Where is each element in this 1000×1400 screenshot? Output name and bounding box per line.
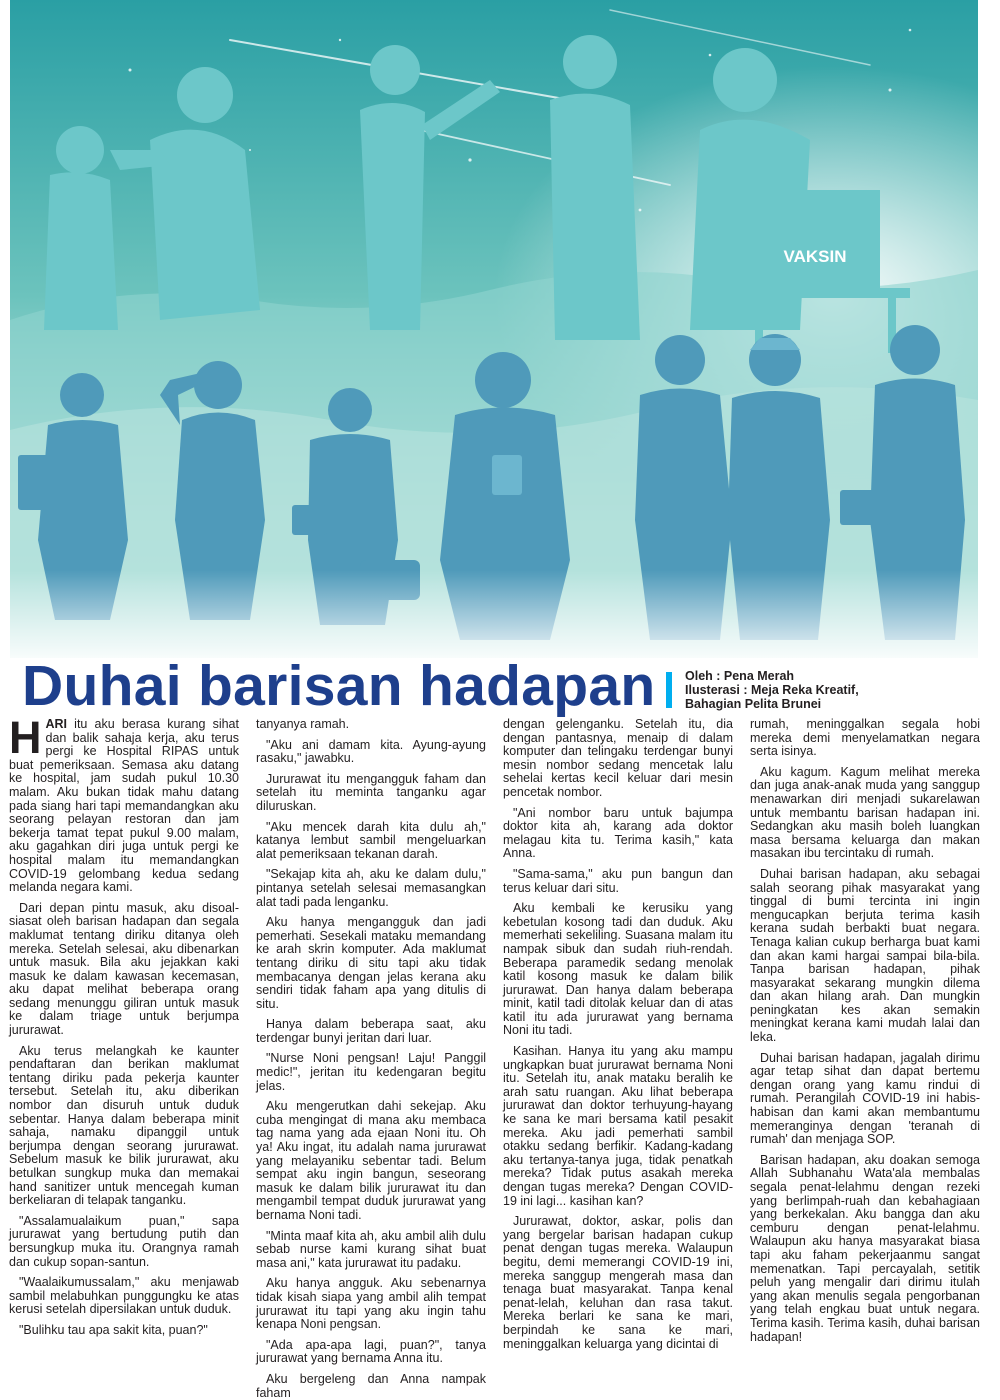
article-paragraph: rumah, meninggalkan segala hobi mereka demi menyelamatkan negara serta isinya.: [750, 717, 980, 759]
article-column-3: [503, 717, 733, 1351]
article-paragraph: dengan gelenganku. Setelah itu, dia dengan pantasnya, menaip di dalam komputer dan telingaku terdengar bunyi mesin nombor sedang mencetak lalu sehelai kertas kecil keluar dari mesin pencetak nombor.: [503, 717, 733, 799]
article-paragraph: "Sekajap kita ah, aku ke dalam dulu," pintanya setelah selesai memasangkan alat tadi pada lenganku.: [256, 867, 486, 909]
article-column-2: [256, 717, 486, 1400]
article-paragraph: Aku mengerutkan dahi sekejap. Aku cuba mengingat di mana aku membaca tag nama yang ada ejaan Noni itu. Oh ya! Aku ingat, itu adalah nama jururawat yang melayaniku sebentar tadi. Belum sempat aku ingin bangun, seseorang masuk ke dalam bilik jururawat itu dan mengambil tempat duduk jururawat yang bernama Noni tadi.: [256, 1099, 486, 1222]
article-paragraph: "Aku ani damam kita. Ayung-ayung rasaku," jawabku.: [256, 737, 486, 766]
lead-word: ARI: [45, 717, 68, 731]
article-paragraph: "Waalaikumussalam," aku menjawab sambil melabuhkan punggungku ke atas kerusi setelah dipersilakan untuk duduk.: [9, 1275, 239, 1317]
article-paragraph: "Sama-sama," aku pun bangun dan terus keluar dari situ.: [503, 866, 733, 895]
article-paragraph: Hanya dalam beberapa saat, aku terdengar bunyi jeritan dari luar.: [256, 1017, 486, 1045]
article-paragraph: Aku bergeleng dan Anna nampak faham: [256, 1371, 486, 1400]
article-body: [9, 712, 980, 1400]
article-paragraph: Kasihan. Hanya itu yang aku mampu ungkapkan buat jururawat bernama Noni itu. Setelah itu, anak mataku beralih ke arah satu ruangan. Aku lihat beberapa jururawat dan doktor terhuyung-hayang ke sana ke mari bersama katil pesakit mereka. Aku jadi pemerhati sambil otakku sedang berfikir. Kadang-kadang aku tertanya-tanya juga, tidak penatkah mereka? Tidak putus asakah mereka dengan tugas mereka? Dengan COVID-19 ini lagi... kasihan kan?: [503, 1044, 733, 1208]
article-paragraph: Aku hanya mengangguk dan jadi pemerhati. Sesekali mataku memandang ke arah skrin komputer. Ada maklumat tentang diriku di situ tapi aku tidak membacanya dengan jelas kerana aku sendiri tidak faham apa yang ditulis di situ.: [256, 915, 486, 1011]
article-paragraph: "Ani nombor baru untuk bajumpa doktor kita ah, karang ada doktor melagau kita tu. Terima kasih," kata Anna.: [503, 805, 733, 861]
article-paragraph: "Minta maaf kita ah, aku ambil alih dulu sebab nurse kami kurang sihat buat masa ani," kata jururawat itu padaku.: [256, 1228, 486, 1270]
article-column-4: [750, 717, 980, 1344]
byline-author: Oleh : Pena Merah: [685, 669, 795, 683]
byline: [685, 669, 859, 711]
byline-department: Bahagian Pelita Brunei: [685, 697, 822, 711]
article-paragraph: "Ada apa-apa lagi, puan?", tanya jururawat yang bernama Anna itu.: [256, 1337, 486, 1366]
article-column-1: [9, 712, 239, 1337]
vaksin-label: VAKSIN: [783, 247, 847, 266]
article-paragraph: Dari depan pintu masuk, aku disoal-siasat oleh barisan hadapan dan segala maklumat tentang diriku ditanya oleh mereka. Setelah selesai, aku dibenarkan untuk masuk. Bila aku jejakkan kaki masuk ke dalam kawasan kecemasan, aku dapat melihat beberapa orang sedang menunggu giliran untuk masuk ke dalam triage untuk berjumpa jururawat.: [9, 900, 239, 1038]
article-paragraph: Aku terus melangkah ke kaunter pendaftaran dan berikan maklumat tentang diriku pada pekerja kaunter tersebut. Setelah itu, aku diberikan nombor dan disuruh untuk duduk sebentar. Hanya dalam beberapa minit sahaja, namaku dipanggil untuk berjumpa dengan seorang jururawat. Sebelum masuk ke bilik jururawat, aku betulkan sungkup muka dan memakai hand sanitizer untuk mencegah kuman berkeliaran di telapak tanganku.: [9, 1043, 239, 1208]
article-paragraph: Aku kagum. Kagum melihat mereka dan juga anak-anak muda yang sanggup menawarkan diri menjadi sukarelawan untuk membantu barisan hadapan ini. Sedangkan aku masih boleh luangkan masa bersama keluarga dan makan masakan ibu tercintaku di rumah.: [750, 764, 980, 861]
article-paragraph: tanyanya ramah.: [256, 717, 350, 731]
article-paragraph: Duhai barisan hadapan, aku sebagai salah seorang pihak masyarakat yang tinggal di bumi tercinta ini ingin mengucapkan berjuta terima kasih kerana sudah berbakti buat negara. Tenaga kalian cukup berharga buat kami dan akan kami hargai sampai bila-bila. Tanpa barisan hadapan, pihak masyarakat sekarang mungkin dilema dan akan hilang arah. Dan mungkin peningkatan kes akan semakin meningkat kerana kami mudah lalai dan leka.: [750, 866, 980, 1045]
article-paragraph: "Nurse Noni pengsan! Laju! Panggil medic!", jeritan itu kedengaran begitu jelas.: [256, 1051, 486, 1093]
article-paragraph: Duhai barisan hadapan, jagalah dirimu agar tetap sihat dan dapat bertemu dengan orang yang kamu rindui di rumah. Perangilah COVID-19 ini habis-habisan dan kami akan membantumu memeranginya dengan 'teranah di rumah' dan menjaga SOP.: [750, 1050, 980, 1147]
page-title: Duhai barisan hadapan: [22, 654, 656, 718]
article-paragraph: Barisan hadapan, aku doakan semoga Allah Subhanahu Wata'ala membalas segala penat-lelahmu dengan rezeki yang berlimpah-ruah dan kebahagiaan yang berkekalan. Aku bangga dan aku cemburu dengan penat-lelahmu. Walaupun aku hanya masyarakat biasa tapi aku faham pekerjaanmu sangat memenatkan. Tapi percayalah, setitik peluh yang mengalir dari dirimu itulah yang akan menulis segala pengorbanan yang telah engkau buat untuk negara. Terima kasih. Terima kasih, duhai barisan hadapan!: [750, 1152, 980, 1344]
article-paragraph: "Assalamualaikum puan," sapa jururawat yang bertudung putih dan bersungkup muka itu. Orangnya ramah dan cukup sopan-santun.: [9, 1213, 239, 1269]
article-paragraph: HARI itu aku berasa kurang sihat dan balik sahaja kerja, aku terus pergi ke Hospital RIPAS untuk buat pemeriksaan. Semasa aku datang ke hospital, jam sudah pukul 10.30 malam. Aku bukan tidak mahu datang pada siang hari tapi memandangkan aku seorang pelayan restoran dan jam bekerja tamat tepat pukul 9.00 malam, aku gagahkan diri juga untuk pergi ke hospital malam itu memandangkan COVID-19 gelombang kedua sedang melanda negara kami.: [9, 712, 239, 895]
dropcap: H: [9, 712, 42, 763]
hero-illustration: [10, 0, 978, 658]
article-paragraph: Aku hanya angguk. Aku sebenarnya tidak kisah siapa yang ambil alih tempat jururawat itu tapi yang aku ingin tahu kenapa Noni pengsan.: [256, 1276, 486, 1332]
article-paragraph: Jururawat, doktor, askar, polis dan yang bergelar barisan hadapan cukup penat dengan tugas mereka. Walaupun begitu, demi memerangi COVID-19 ini, mereka sanggup mengerah masa dan tenaga buat masyarakat. Tanpa kenal penat-lelah, keluhan dan rasa takut. Mereka berlari ke sana ke mari, berpindah ke sana ke mari, meninggalkan keluarga yang dicintai di: [503, 1214, 733, 1351]
frontliners-illustration: [10, 0, 978, 658]
credit-accent-bar: [666, 672, 672, 708]
article-paragraph: Jururawat itu mengangguk faham dan setelah itu meminta tanganku agar diluruskan.: [256, 771, 486, 813]
article-paragraph: "Aku mencek darah kita dulu ah," katanya lembut sambil mengeluarkan alat pemeriksaan tekanan darah.: [256, 819, 486, 861]
byline-illustrator: Ilusterasi : Meja Reka Kreatif,: [685, 683, 859, 697]
article-paragraph: Aku kembali ke kerusiku yang kebetulan kosong tadi dan duduk. Aku memerhati sekeliling. Suasana malam itu nampak sibuk dan sudah riuh-rendah. Beberapa paramedik sedang menolak katil kosong masuk ke dalam bilik jururawat. Dan hanya dalam beberapa minit, katil tadi ditolak keluar dan di atas katil itu ada jururawat yang bernama Noni itu tadi.: [503, 901, 733, 1038]
ground-fade: [10, 570, 978, 658]
article-paragraph: "Bulihku tau apa sakit kita, puan?": [19, 1322, 208, 1337]
